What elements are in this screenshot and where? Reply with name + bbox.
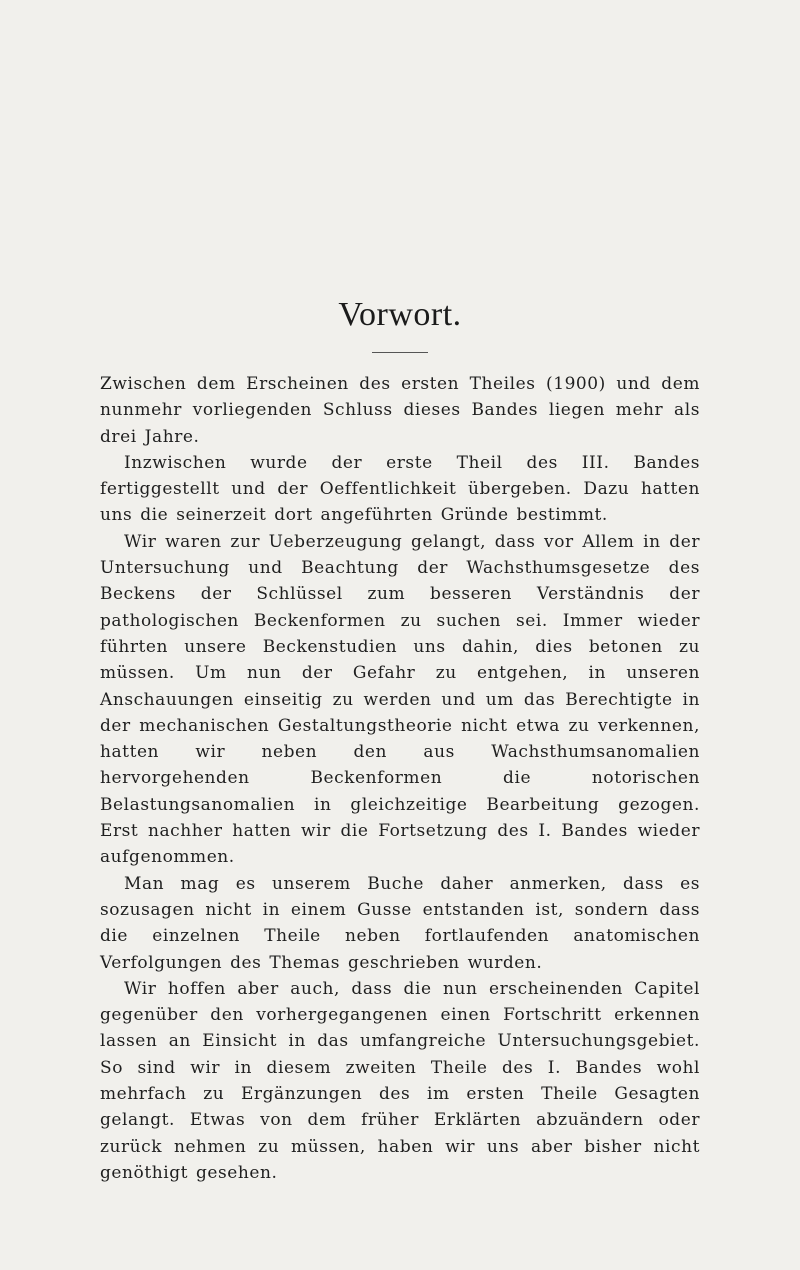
paragraph-4: Man mag es unserem Buche daher anmerken, dass es sozusagen nicht in einem Gusse entstanden ist, sondern dass die einzelnen Theile neben fortlaufenden anatomischen Verfolgungen des Themas geschrieben wurden. [100,873,700,973]
paragraph-3: Wir waren zur Ueberzeugung gelangt, dass vor Allem in der Untersuchung und Beachtung der Wachsthumsgesetze des Beckens der Schlüssel zum besseren Verständnis der pathologischen Beckenformen zu suchen sei. Immer wieder führten unsere Beckenstudien uns dahin, dies betonen zu müssen. Um nun der Gefahr zu entgehen, in unseren Anschauungen einseitig zu werden und um das Berechtigte in der mechanischen Gestaltungstheorie nicht etwa zu verkennen, hatten wir neben den aus Wachsthumsanomalien hervorgehenden Beckenformen die notorischen Belastungsanomalien in gleichzeitige Bearbeitung gezogen. Erst nachher hatten wir die Fortsetzung des I. Bandes wieder aufgenommen. [100,531,700,868]
title-divider [372,352,428,353]
preface-body [100,371,700,1186]
paragraph-1: Zwischen dem Erscheinen des ersten Theiles (1900) und dem nunmehr vorliegenden Schluss dieses Bandes liegen mehr als drei Jahre. [100,374,700,447]
paragraph-5: Wir hoffen aber auch, dass die nun erscheinenden Capitel gegenüber den vorhergegangenen einen Fortschritt erkennen lassen an Einsicht in das umfangreiche Untersuchungsgebiet. So sind wir in diesem zweiten Theile des I. Bandes wohl mehrfach zu Ergänzungen des im ersten Theile Gesagten gelangt. Etwas von dem früher Erklärten abzuändern oder zurück nehmen zu müssen, haben wir uns aber bisher nicht genöthigt gesehen. [100,978,700,1183]
paragraph-2: Inzwischen wurde der erste Theil des III. Bandes fertiggestellt und der Oeffentlichkeit übergeben. Dazu hatten uns die seinerzeit dort angeführten Gründe bestimmt. [100,452,700,526]
page-title: Vorwort. [338,296,462,333]
